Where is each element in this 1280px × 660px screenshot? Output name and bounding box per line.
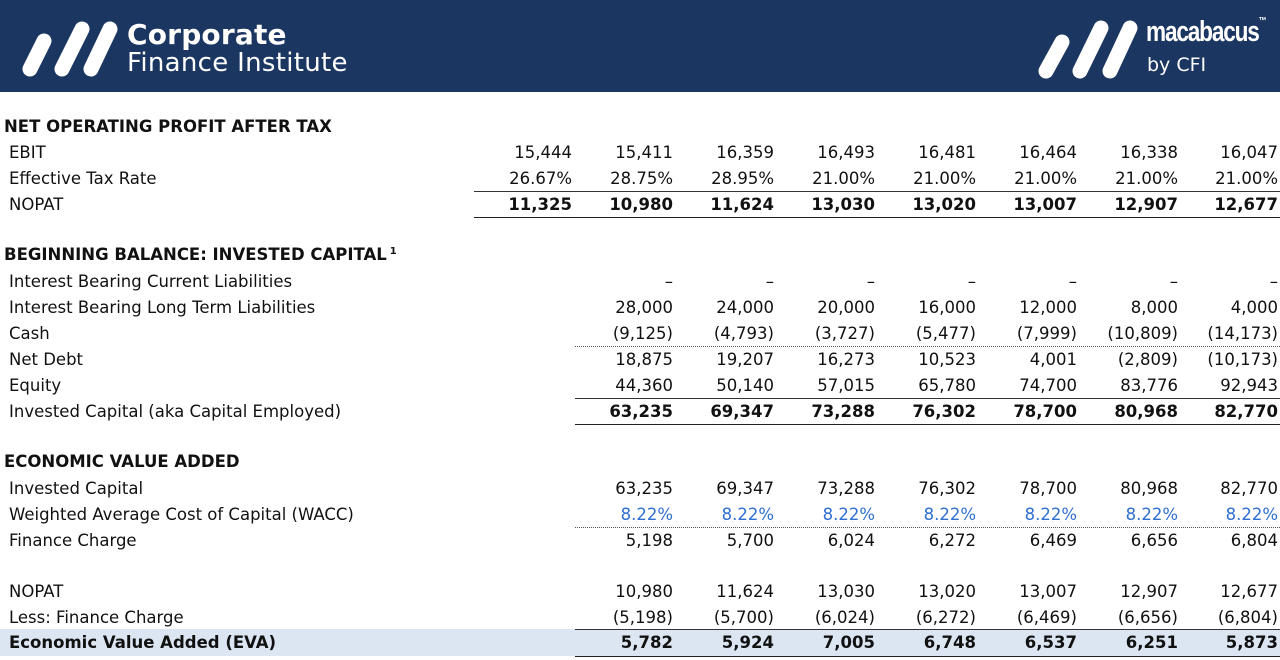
- table-cell: 18,875: [615, 350, 673, 369]
- row-label: NOPAT: [9, 582, 64, 601]
- table-cell: 5,198: [625, 531, 673, 550]
- table-row-wacc: [0, 502, 1280, 528]
- table-cell: 16,047: [1220, 143, 1278, 162]
- nopat-section-title-row: [0, 114, 1280, 140]
- table-cell: 16,493: [817, 143, 875, 162]
- table-row-eva-total: [0, 630, 1280, 656]
- table-cell-input: 8.22%: [620, 505, 673, 524]
- table-cell: 69,347: [710, 402, 774, 421]
- table-cell: 16,359: [716, 143, 774, 162]
- table-cell-input: 8.22%: [1125, 505, 1178, 524]
- row-label: Economic Value Added (EVA): [9, 633, 277, 652]
- table-cell: 13,007: [1019, 582, 1077, 601]
- table-cell: 28.75%: [610, 169, 673, 188]
- table-row-tax-rate: [0, 166, 1280, 192]
- brand-title: Corporate: [127, 18, 287, 51]
- table-cell: 82,770: [1214, 402, 1278, 421]
- table-cell: 5,782: [620, 633, 673, 652]
- table-row-nopat: [0, 192, 1280, 218]
- table-row-equity: [0, 373, 1280, 399]
- table-cell: 16,273: [817, 350, 875, 369]
- table-cell: 74,700: [1019, 376, 1077, 395]
- table-cell: 76,302: [918, 479, 976, 498]
- table-cell: 44,360: [615, 376, 673, 395]
- table-cell: (4,793): [713, 324, 774, 343]
- table-row-cash: [0, 321, 1280, 347]
- trademark-symbol: ™: [1258, 16, 1267, 27]
- table-cell-input: 8.22%: [721, 505, 774, 524]
- table-cell: 80,968: [1120, 479, 1178, 498]
- table-cell: 63,235: [615, 479, 673, 498]
- table-cell: 10,980: [609, 195, 673, 214]
- table-cell: 15,411: [615, 143, 673, 162]
- table-cell: 6,024: [827, 531, 875, 550]
- table-cell: –: [765, 272, 774, 291]
- table-cell: 21.00%: [1014, 169, 1077, 188]
- table-cell: 63,235: [609, 402, 673, 421]
- table-cell: 8,000: [1130, 298, 1178, 317]
- table-cell: 76,302: [912, 402, 976, 421]
- table-row-long-term-liabilities: [0, 295, 1280, 321]
- table-cell: 6,251: [1125, 633, 1178, 652]
- table-cell: 7,005: [822, 633, 875, 652]
- table-cell-input: 8.22%: [822, 505, 875, 524]
- table-cell: 21.00%: [1115, 169, 1178, 188]
- capital-section-title-row: [0, 242, 1280, 268]
- table-cell: 16,338: [1120, 143, 1178, 162]
- table-cell: 12,000: [1019, 298, 1077, 317]
- table-row-finance-charge: [0, 528, 1280, 554]
- table-cell: (7,999): [1016, 324, 1077, 343]
- table-cell: –: [1068, 272, 1077, 291]
- row-label: EBIT: [9, 143, 46, 162]
- table-cell: (6,469): [1016, 608, 1077, 627]
- table-cell: 73,288: [811, 402, 875, 421]
- table-cell: –: [967, 272, 976, 291]
- table-cell: 50,140: [716, 376, 774, 395]
- row-label: Finance Charge: [9, 531, 137, 550]
- row-label: NOPAT: [9, 195, 64, 214]
- table-cell: 6,469: [1029, 531, 1077, 550]
- table-cell: 12,677: [1220, 582, 1278, 601]
- row-label: Invested Capital: [9, 479, 144, 498]
- table-cell: 4,000: [1230, 298, 1278, 317]
- table-row-net-debt: [0, 347, 1280, 373]
- table-cell: 21.00%: [1215, 169, 1278, 188]
- table-cell: (6,272): [915, 608, 976, 627]
- row-label: Interest Bearing Long Term Liabilities: [9, 298, 316, 317]
- table-cell: (3,727): [814, 324, 875, 343]
- eva-section-title-row: [0, 449, 1280, 475]
- table-cell: 28,000: [615, 298, 673, 317]
- table-cell: 15,444: [514, 143, 572, 162]
- macabacus-subtitle: by CFI: [1147, 54, 1207, 76]
- footnote-marker: 1: [389, 245, 397, 257]
- table-cell: (10,809): [1107, 324, 1178, 343]
- table-cell: (14,173): [1207, 324, 1278, 343]
- table-cell-input: 8.22%: [923, 505, 976, 524]
- table-cell: 12,907: [1114, 195, 1178, 214]
- table-cell: 73,288: [817, 479, 875, 498]
- table-cell: 12,677: [1214, 195, 1278, 214]
- table-cell: 19,207: [716, 350, 774, 369]
- table-cell: –: [1269, 272, 1278, 291]
- table-cell: 82,770: [1220, 479, 1278, 498]
- table-cell: (6,804): [1217, 608, 1278, 627]
- table-cell-input: 8.22%: [1225, 505, 1278, 524]
- table-cell: 57,015: [817, 376, 875, 395]
- row-label: Interest Bearing Current Liabilities: [9, 272, 293, 291]
- row-label: Net Debt: [9, 350, 84, 369]
- table-cell: 5,873: [1225, 633, 1278, 652]
- table-cell: 83,776: [1120, 376, 1178, 395]
- table-cell: 5,700: [726, 531, 774, 550]
- table-cell: –: [866, 272, 875, 291]
- cfi-logo-icon: [20, 17, 120, 79]
- table-cell: 11,325: [508, 195, 572, 214]
- total-underline: [575, 656, 1280, 657]
- table-cell: 24,000: [716, 298, 774, 317]
- table-cell-input: 8.22%: [1024, 505, 1077, 524]
- table-cell: –: [1169, 272, 1178, 291]
- table-cell: (10,173): [1207, 350, 1278, 369]
- table-cell: 13,030: [817, 582, 875, 601]
- table-cell: 13,030: [811, 195, 875, 214]
- table-cell: 21.00%: [812, 169, 875, 188]
- table-cell: (6,656): [1117, 608, 1178, 627]
- total-underline: [575, 424, 1280, 425]
- table-cell: 10,980: [615, 582, 673, 601]
- table-cell: 65,780: [918, 376, 976, 395]
- row-label: Invested Capital (aka Capital Employed): [9, 402, 342, 421]
- total-underline: [474, 217, 1280, 218]
- table-cell: 78,700: [1013, 402, 1077, 421]
- table-cell: (2,809): [1117, 350, 1178, 369]
- table-cell: 6,537: [1024, 633, 1077, 652]
- table-row-current-liabilities: [0, 269, 1280, 295]
- table-cell: (5,198): [612, 608, 673, 627]
- table-cell: (9,125): [612, 324, 673, 343]
- section-title: NET OPERATING PROFIT AFTER TAX: [4, 117, 332, 136]
- table-cell: 69,347: [716, 479, 774, 498]
- table-row-less-finance-charge: [0, 605, 1280, 631]
- table-cell: 92,943: [1220, 376, 1278, 395]
- table-cell: 16,481: [918, 143, 976, 162]
- table-cell: 20,000: [817, 298, 875, 317]
- section-title: [4, 245, 397, 264]
- table-cell: –: [664, 272, 673, 291]
- table-cell: 21.00%: [913, 169, 976, 188]
- section-title: ECONOMIC VALUE ADDED: [4, 452, 240, 471]
- table-cell: 12,907: [1120, 582, 1178, 601]
- section-title-text: BEGINNING BALANCE: INVESTED CAPITAL: [4, 245, 387, 264]
- row-label: Less: Finance Charge: [9, 608, 184, 627]
- table-cell: 6,804: [1230, 531, 1278, 550]
- table-cell: 11,624: [716, 582, 774, 601]
- table-cell: (5,700): [713, 608, 774, 627]
- table-cell: 10,523: [918, 350, 976, 369]
- table-cell: (5,477): [915, 324, 976, 343]
- macabacus-wordmark: [1146, 16, 1267, 49]
- table-cell: 16,464: [1019, 143, 1077, 162]
- row-label: Weighted Average Cost of Capital (WACC): [9, 505, 354, 524]
- table-row-invested-capital-total: [0, 399, 1280, 425]
- table-cell: 13,020: [918, 582, 976, 601]
- header-banner: [0, 0, 1280, 92]
- table-cell: 11,624: [710, 195, 774, 214]
- table-cell: 5,924: [721, 633, 774, 652]
- table-cell: 26.67%: [509, 169, 572, 188]
- table-cell: 6,748: [923, 633, 976, 652]
- row-label: Cash: [9, 324, 50, 343]
- brand-subtitle: Finance Institute: [127, 48, 348, 78]
- table-row-ebit: [0, 140, 1280, 166]
- table-cell: 28.95%: [711, 169, 774, 188]
- macabacus-logo-icon: [1036, 16, 1140, 80]
- table-cell: 4,001: [1029, 350, 1077, 369]
- table-cell: 6,272: [928, 531, 976, 550]
- table-cell: 78,700: [1019, 479, 1077, 498]
- table-cell: (6,024): [814, 608, 875, 627]
- table-cell: 6,656: [1130, 531, 1178, 550]
- table-row-eva-nopat: [0, 579, 1280, 605]
- table-cell: 16,000: [918, 298, 976, 317]
- row-label: Equity: [9, 376, 62, 395]
- row-label: Effective Tax Rate: [9, 169, 157, 188]
- table-cell: 13,007: [1013, 195, 1077, 214]
- table-cell: 80,968: [1114, 402, 1178, 421]
- table-row-eva-invested-capital: [0, 476, 1280, 502]
- macabacus-title: macabacus: [1146, 16, 1259, 48]
- table-cell: 13,020: [912, 195, 976, 214]
